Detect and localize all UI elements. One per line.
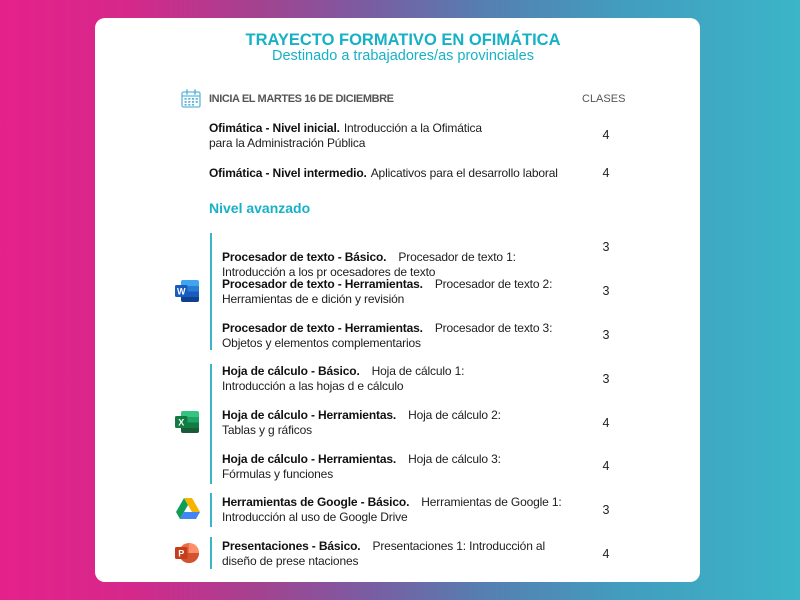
- calendar-icon: [181, 89, 201, 108]
- course-module: Hoja de cálculo 1:: [371, 364, 465, 378]
- course-title: Hoja de cálculo - Herramientas.: [222, 452, 397, 466]
- advanced-heading: Nivel avanzado: [209, 200, 311, 216]
- course-row: [222, 408, 501, 437]
- word-icon: [175, 280, 199, 302]
- course-classes: 3: [602, 240, 610, 254]
- course-title: Procesador de texto - Herramientas.: [222, 321, 423, 335]
- page-title: TRAYECTO FORMATIVO EN OFIMÁTICA: [245, 31, 561, 49]
- course-card: [95, 18, 700, 582]
- course-heading-line: [222, 539, 545, 554]
- course-heading-line: [222, 250, 516, 265]
- course-row: [222, 539, 545, 568]
- course-title: Ofimática - Nivel inicial.: [209, 121, 340, 135]
- course-classes: 4: [602, 547, 610, 561]
- course-description: Objetos y elementos complementarios: [222, 335, 421, 350]
- course-description: Introducción a los pr ocesadores de texto: [222, 264, 436, 279]
- classes-column-header: CLASES: [582, 93, 626, 105]
- course-module: Procesador de texto 1:: [398, 250, 516, 264]
- course-heading-line: [222, 277, 552, 292]
- excel-icon: [175, 411, 199, 433]
- course-module: Procesador de texto 2:: [434, 277, 553, 291]
- course-row: [222, 452, 501, 481]
- page-subtitle: Destinado a trabajadores/as provinciales: [272, 48, 534, 64]
- course-heading-line: [222, 408, 501, 423]
- course-row: [222, 364, 464, 393]
- course-description-cont: para la Administración Pública: [209, 135, 366, 150]
- course-description: Introducción a la Ofimática: [343, 121, 482, 135]
- course-heading-line: [222, 495, 562, 510]
- course-title: Procesador de texto - Básico.: [222, 250, 387, 264]
- course-heading-line: [209, 166, 558, 181]
- course-classes: 4: [602, 459, 610, 473]
- course-module: Hoja de cálculo 2:: [408, 408, 501, 422]
- course-module: Herramientas de Google 1:: [421, 495, 562, 509]
- course-heading-line: [209, 121, 482, 136]
- calendar-icon-svg: [181, 89, 201, 108]
- course-classes: 3: [602, 328, 610, 342]
- course-row: [209, 166, 558, 181]
- course-heading-line: [222, 452, 501, 467]
- course-title: Hoja de cálculo - Básico.: [222, 364, 360, 378]
- course-module: Procesador de texto 3:: [434, 321, 553, 335]
- course-description: Tablas y g ráficos: [222, 422, 313, 437]
- group-divider: [210, 233, 212, 350]
- excel-icon-svg: [175, 411, 199, 433]
- course-row: [222, 495, 562, 524]
- course-heading-line: [222, 364, 464, 379]
- course-description: diseño de prese ntaciones: [222, 553, 359, 568]
- google-drive-icon: [176, 498, 200, 519]
- course-classes: 4: [602, 128, 610, 142]
- course-title: Herramientas de Google - Básico.: [222, 495, 410, 509]
- powerpoint-icon: [175, 542, 199, 564]
- start-date: INICIA EL MARTES 16 DE DICIEMBRE: [209, 93, 394, 105]
- word-icon-glyph: W: [177, 286, 186, 297]
- course-title: Procesador de texto - Herramientas.: [222, 277, 423, 291]
- course-module: Hoja de cálculo 3:: [408, 452, 501, 466]
- course-classes: 4: [602, 166, 610, 180]
- course-classes: 3: [602, 284, 610, 298]
- excel-icon-glyph: X: [178, 417, 185, 428]
- course-title: Ofimática - Nivel intermedio.: [209, 166, 367, 180]
- powerpoint-icon-svg: [175, 542, 199, 564]
- group-divider: [210, 493, 212, 527]
- course-row: [222, 321, 552, 350]
- course-description: Aplicativos para el desarrollo laboral: [370, 166, 558, 180]
- course-classes: 4: [602, 416, 610, 430]
- course-title: Presentaciones - Básico.: [222, 539, 361, 553]
- powerpoint-icon-glyph: P: [178, 548, 185, 559]
- course-classes: 3: [602, 372, 610, 386]
- course-module: Presentaciones 1: Introducción al: [372, 539, 545, 553]
- course-description: Introducción al uso de Google Drive: [222, 509, 408, 524]
- course-description: Fórmulas y funciones: [222, 466, 334, 481]
- course-classes: 3: [602, 503, 610, 517]
- course-description: Herramientas de e dición y revisión: [222, 291, 405, 306]
- course-title: Hoja de cálculo - Herramientas.: [222, 408, 397, 422]
- course-row: [222, 250, 516, 279]
- word-icon-svg: [175, 280, 199, 302]
- course-heading-line: [222, 321, 552, 336]
- course-row: [209, 121, 482, 150]
- course-description: Introducción a las hojas d e cálculo: [222, 378, 404, 393]
- google-drive-icon-svg: [176, 498, 200, 519]
- course-row: [222, 277, 552, 306]
- group-divider: [210, 364, 212, 484]
- group-divider: [210, 537, 212, 569]
